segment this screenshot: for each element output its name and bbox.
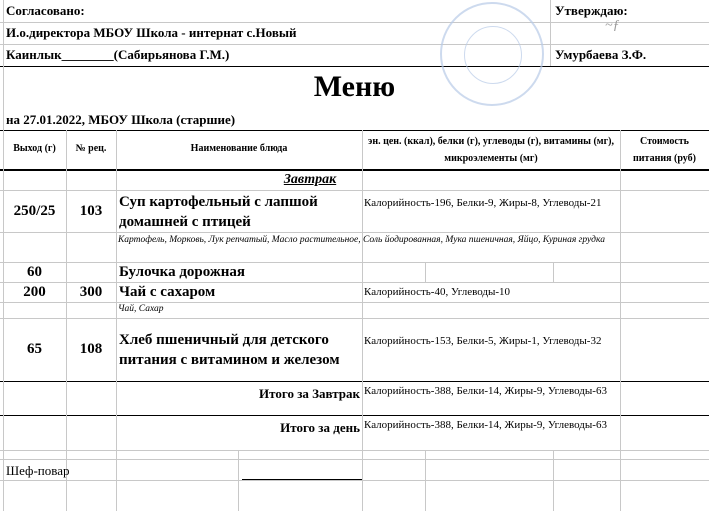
row-recipe: 300 bbox=[79, 284, 103, 300]
chef-label: Шеф-повар bbox=[6, 463, 70, 478]
total-breakfast-nutrition: Калорийность-388, Белки-14, Жиры-9, Углеводы-63 bbox=[364, 385, 607, 397]
row-yield: 200 bbox=[23, 284, 46, 300]
row-yield: 65 bbox=[27, 341, 42, 357]
col-yield: Выход (г) bbox=[13, 143, 56, 154]
row-ingredients: Картофель, Морковь, Лук репчатый, Масло растительное, Соль йодированная, Мука пшеничная, Яйцо, Куриная грудка bbox=[118, 235, 605, 245]
total-day-nutrition: Калорийность-388, Белки-14, Жиры-9, Углеводы-63 bbox=[364, 419, 607, 431]
col-cost: Стоимость питания (руб) bbox=[633, 136, 696, 164]
subtitle: на 27.01.2022, МБОУ Школа (старшие) bbox=[6, 112, 236, 127]
col-nutrition: эн. цен. (ккал), белки (г), углеводы (г), витамины (мг), микроэлементы (мг) bbox=[368, 136, 614, 164]
row-name: Хлеб пшеничный для детского питания с витамином и железом bbox=[119, 332, 340, 368]
row-yield: 60 bbox=[27, 264, 42, 280]
approve-label: Утверждаю: bbox=[555, 3, 628, 18]
row-recipe: 103 bbox=[79, 203, 103, 219]
row-recipe: 108 bbox=[79, 341, 103, 357]
row-nutrition: Калорийность-153, Белки-5, Жиры-1, Углеводы-32 bbox=[364, 335, 602, 347]
total-breakfast-label: Итого за Завтрак bbox=[259, 386, 360, 401]
col-recipe: № рец. bbox=[75, 143, 107, 154]
row-name: Суп картофельный с лапшой домашней с птицей bbox=[119, 194, 318, 230]
row-nutrition: Калорийность-196, Белки-9, Жиры-8, Углеводы-21 bbox=[364, 197, 602, 209]
total-day-label: Итого за день bbox=[280, 420, 360, 435]
col-name: Наименование блюда bbox=[190, 143, 288, 154]
row-yield: 250/25 bbox=[13, 203, 56, 219]
page-title: Меню bbox=[313, 70, 396, 103]
row-nutrition: Калорийность-40, Углеводы-10 bbox=[364, 286, 511, 298]
approver-name: Умурбаева З.Ф. bbox=[555, 47, 647, 62]
director-line-1: И.о.директора МБОУ Школа - интернат с.Новый bbox=[6, 25, 297, 40]
row-ingredients: Чай, Сахар bbox=[118, 304, 164, 314]
row-name: Булочка дорожная bbox=[119, 264, 246, 280]
signature-icon: ~ƒ bbox=[605, 18, 620, 33]
section-breakfast: Завтрак bbox=[283, 172, 337, 187]
row-name: Чай с сахаром bbox=[119, 284, 216, 300]
agreed-label: Согласовано: bbox=[6, 3, 85, 18]
director-line-2: Каинлык________(Сабирьянова Г.М.) bbox=[6, 47, 230, 62]
